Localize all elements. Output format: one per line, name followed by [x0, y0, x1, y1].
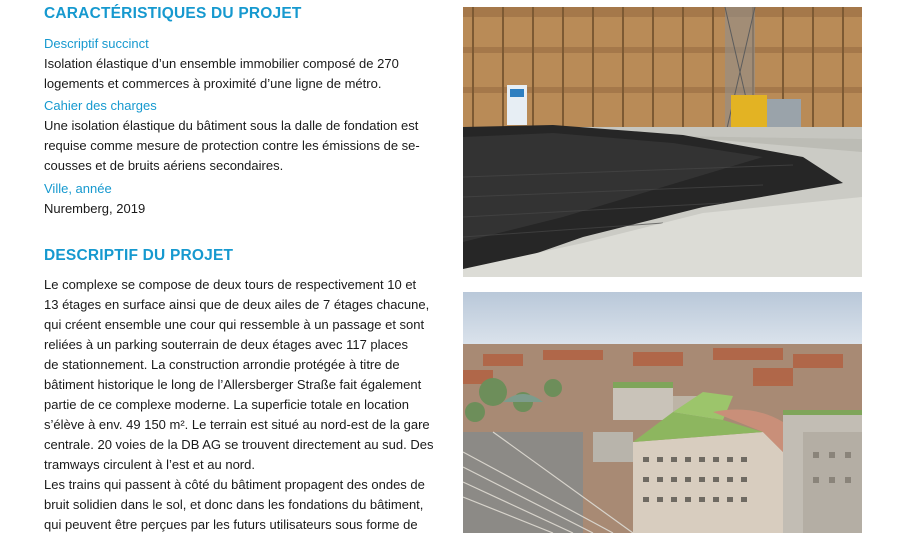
descriptif-line: logements et commerces à proximité d’une ligne de métro.: [44, 76, 382, 91]
body-line: centrale. 20 voies de la DB AG se trouvent directement au sud. Des: [44, 437, 434, 452]
body-line: qui créent ensemble une cour qui ressemble à un passage et sont: [44, 317, 425, 332]
body-line: Le complexe se compose de deux tours de respectivement 10 et: [44, 277, 417, 292]
section-heading-descriptif: DESCRIPTIF DU PROJET: [44, 247, 234, 264]
body-line: qui peuvent être perçues par les futurs utilisateurs sous forme de: [44, 517, 418, 532]
body-line: partie de ce complexe moderne. La superficie totale en location: [44, 397, 409, 412]
label-ville-annee: Ville, année: [44, 181, 112, 196]
construction-site-photo: [463, 7, 862, 277]
ville-value: Nuremberg, 2019: [44, 201, 146, 216]
body-line: de stationnement. La construction arrondie protégée à titre de: [44, 357, 400, 372]
descriptif-line: Isolation élastique d’un ensemble immobilier composé de 270: [44, 56, 399, 71]
body-line: tramways circulent à l’est et au nord.: [44, 457, 255, 472]
cahier-line: cousses et de bruits aériens secondaires.: [44, 158, 284, 173]
aerial-city-photo: [463, 292, 862, 533]
body-line: bruit solidien dans le sol, et donc dans les fondations du bâtiment,: [44, 497, 424, 512]
body-line: 13 étages en surface ainsi que de deux ailes de 7 étages chacune,: [44, 297, 430, 312]
label-descriptif-succinct: Descriptif succinct: [44, 36, 149, 51]
caracteristiques-block: [44, 33, 449, 219]
body-line: Les trains qui passent à côté du bâtiment propagent des ondes de: [44, 477, 425, 492]
descriptif-block: [44, 275, 449, 535]
cahier-line: requise comme mesure de protection contre les émissions de se-: [44, 138, 420, 153]
cahier-line: Une isolation élastique du bâtiment sous la dalle de fondation est: [44, 118, 419, 133]
label-cahier-des-charges: Cahier des charges: [44, 98, 157, 113]
body-line: s’élève à env. 49 150 m². Le terrain est situé au nord-est de la gare: [44, 417, 430, 432]
body-line: reliées à un parking souterrain de deux étages avec 117 places: [44, 337, 408, 352]
section-heading-caracteristiques: CARACTÉRISTIQUES DU PROJET: [44, 5, 302, 22]
body-line: bâtiment historique le long de l’Allersberger Straße fait également: [44, 377, 422, 392]
